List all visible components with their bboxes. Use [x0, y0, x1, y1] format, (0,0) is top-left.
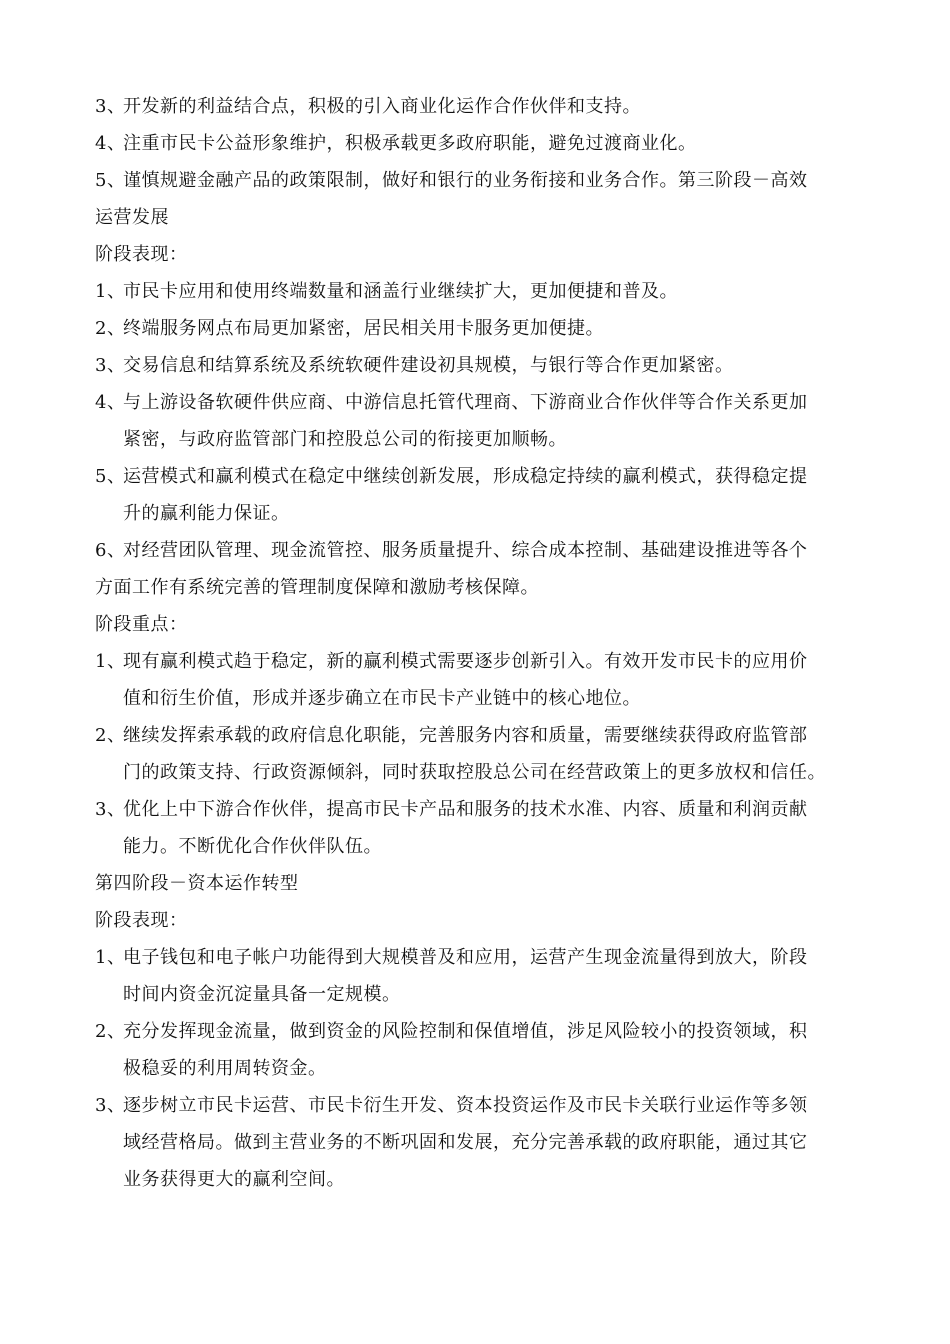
wrapped-heading-line: 运营发展 — [95, 207, 169, 228]
list-item — [95, 1087, 857, 1198]
item-text — [123, 88, 857, 125]
item-line: 终端服务网点布局更加紧密，居民相关用卡服务更加便捷。 — [123, 318, 604, 339]
list-item — [95, 1013, 857, 1087]
item-text — [123, 717, 857, 791]
item-text — [123, 347, 857, 384]
item-text — [123, 939, 857, 1013]
item-line: 交易信息和结算系统及系统软硬件建设初具规模，与银行等合作更加紧密。 — [123, 355, 734, 376]
stage-four-title: 第四阶段－资本运作转型 — [95, 873, 299, 894]
item-line: 升的赢利能力保证。 — [123, 503, 290, 524]
item-line: 紧密，与政府监管部门和控股总公司的衔接更加顺畅。 — [123, 429, 567, 450]
list-item — [95, 717, 857, 791]
list-item — [95, 791, 857, 865]
section-heading-performance-s4: 阶段表现： — [95, 910, 188, 931]
list-item — [95, 88, 857, 125]
item-number: 2、 — [95, 725, 126, 746]
list-item — [95, 310, 857, 347]
item-number: 1、 — [95, 281, 126, 302]
item-number: 3、 — [95, 355, 126, 376]
list-s4-performance — [95, 939, 857, 1198]
item-number: 5、 — [95, 466, 126, 487]
item-text — [123, 162, 857, 199]
item-text — [123, 532, 857, 569]
item-text — [123, 125, 857, 162]
list-item — [95, 125, 857, 162]
item-number: 4、 — [95, 133, 126, 154]
item-number: 2、 — [95, 1021, 126, 1042]
item-number: 5、 — [95, 170, 126, 191]
item-line: 优化上中下游合作伙伴，提高市民卡产品和服务的技术水准、内容、质量和利润贡献 — [123, 799, 808, 820]
item-number: 1、 — [95, 947, 126, 968]
item-number: 4、 — [95, 392, 126, 413]
section-heading-performance: 阶段表现： — [95, 244, 188, 265]
list-s2-focus — [95, 88, 857, 162]
list-item — [95, 347, 857, 384]
item-text — [123, 273, 857, 310]
item-line: 极稳妥的利用周转资金。 — [123, 1058, 327, 1079]
list-item — [95, 384, 857, 458]
item-text — [123, 384, 857, 458]
item-text — [123, 791, 857, 865]
item-number: 6、 — [95, 540, 126, 561]
item-line: 门的政策支持、行政资源倾斜，同时获取控股总公司在经营政策上的更多放权和信任。 — [123, 762, 826, 783]
item-text — [123, 1013, 857, 1087]
list-item — [95, 458, 857, 532]
item-line: 值和衍生价值，形成并逐步确立在市民卡产业链中的核心地位。 — [123, 688, 641, 709]
section-heading-focus: 阶段重点： — [95, 614, 188, 635]
list-s3-performance — [95, 273, 857, 532]
item-line: 域经营格局。做到主营业务的不断巩固和发展，充分完善承载的政府职能，通过其它 — [123, 1132, 808, 1153]
list-item — [95, 643, 857, 717]
item-line: 充分发挥现金流量，做到资金的风险控制和保值增值，涉足风险较小的投资领域，积 — [123, 1021, 808, 1042]
item-line: 运营模式和赢利模式在稳定中继续创新发展，形成稳定持续的赢利模式，获得稳定提 — [123, 466, 808, 487]
item-number: 1、 — [95, 651, 126, 672]
list-item — [95, 939, 857, 1013]
item-line: 继续发挥索承载的政府信息化职能，完善服务内容和质量，需要继续获得政府监管部 — [123, 725, 808, 746]
item-text — [123, 643, 857, 717]
item-line: 电子钱包和电子帐户功能得到大规模普及和应用，运营产生现金流量得到放大，阶段 — [123, 947, 808, 968]
item-number: 3、 — [95, 1095, 126, 1116]
item-line: 现有赢利模式趋于稳定，新的赢利模式需要逐步创新引入。有效开发市民卡的应用价 — [123, 651, 808, 672]
list-item-s3-6 — [95, 532, 857, 569]
wrapped-item-line: 方面工作有系统完善的管理制度保障和激励考核保障。 — [95, 577, 539, 598]
item-line: 注重市民卡公益形象维护，积极承载更多政府职能，避免过渡商业化。 — [123, 133, 697, 154]
list-s3-focus — [95, 643, 857, 865]
item-number: 2、 — [95, 318, 126, 339]
item-line: 对经营团队管理、现金流管控、服务质量提升、综合成本控制、基础建设推进等各个 — [123, 540, 808, 561]
item-text — [123, 310, 857, 347]
list-item — [95, 273, 857, 310]
item-line: 能力。不断优化合作伙伴队伍。 — [123, 836, 382, 857]
item-text — [123, 458, 857, 532]
item-line: 开发新的利益结合点，积极的引入商业化运作合作伙伴和支持。 — [123, 96, 641, 117]
list-item-s2-5 — [95, 162, 857, 199]
document-page — [95, 88, 857, 1198]
item-line: 谨慎规避金融产品的政策限制，做好和银行的业务衔接和业务合作。第三阶段－高效 — [123, 170, 808, 191]
item-line: 业务获得更大的赢利空间。 — [123, 1169, 345, 1190]
item-line: 逐步树立市民卡运营、市民卡衍生开发、资本投资运作及市民卡关联行业运作等多领 — [123, 1095, 808, 1116]
item-line: 市民卡应用和使用终端数量和涵盖行业继续扩大，更加便捷和普及。 — [123, 281, 678, 302]
item-number: 3、 — [95, 799, 126, 820]
item-text — [123, 1087, 857, 1198]
item-line: 时间内资金沉淀量具备一定规模。 — [123, 984, 401, 1005]
item-number: 3、 — [95, 96, 126, 117]
item-line: 与上游设备软硬件供应商、中游信息托管代理商、下游商业合作伙伴等合作关系更加 — [123, 392, 808, 413]
